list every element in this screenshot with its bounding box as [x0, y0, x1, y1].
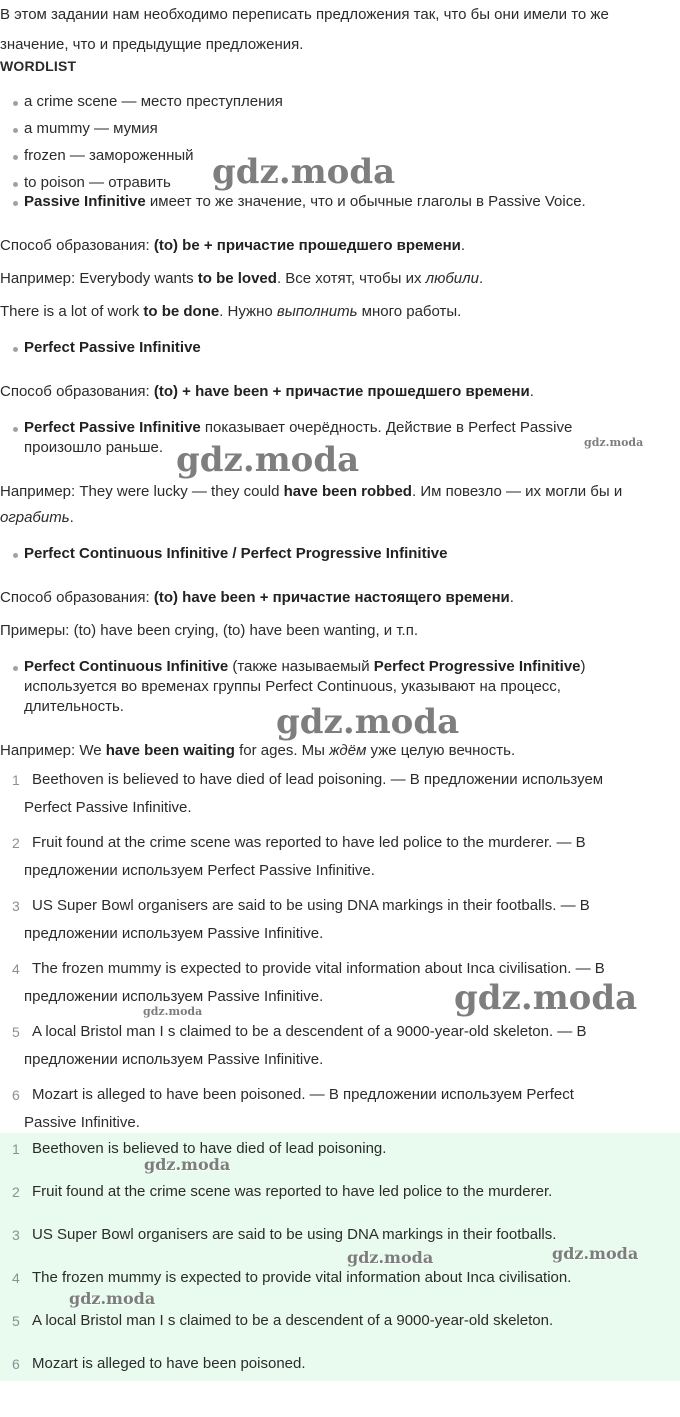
answer-item: 3 US Super Bowl organisers are said to be using DNA markings in their footballs. [12, 1226, 557, 1243]
watermark: gdz.moda [552, 1244, 639, 1263]
list-item: frozen — замороженный [0, 146, 680, 173]
answer-item: 2 Fruit found at the crime scene was reported to have led police to the murderer. [12, 1183, 553, 1200]
watermark: gdz.moda [69, 1289, 156, 1308]
list-item: a crime scene — место преступления [0, 92, 680, 119]
wordlist-title: WORDLIST [0, 58, 77, 74]
list-item: Perfect Passive Infinitive [0, 338, 680, 358]
list-item: Passive Infinitive имеет то же значение, что и обычные глаголы в Passive Voice. [0, 192, 680, 212]
intro-text: В этом задании нам необходимо переписать предложения так, что бы они имели то же значение, что и предыдущие предложения. [0, 6, 609, 53]
example-4: Например: We have been waiting for ages. Мы ждём уже целую вечность. [0, 742, 516, 759]
watermark: gdz.moda [276, 702, 460, 742]
example-2: There is a lot of work to be done. Нужно выполнить много работы. [0, 303, 462, 320]
watermark: gdz.moda [212, 152, 396, 192]
list-item: Perfect Continuous Infinitive (также называемый Perfect Progressive Infinitive) используется во временах группы Perfect Continuous, указывают на процесс, длительность. [0, 657, 680, 717]
formation-1: Способ образования: (to) be + причастие прошедшего времени. [0, 237, 466, 254]
answer-item: 6 Mozart is alleged to have been poisoned. [12, 1355, 306, 1372]
example-3: Например: They were lucky — they could have been robbed. Им повезло — их могли бы и ограбить. [0, 483, 623, 526]
perfect-continuous-heading [0, 544, 680, 564]
list-item: to poison — отравить [0, 173, 680, 192]
list-item: Perfect Passive Infinitive показывает очерёдность. Действие в Perfect Passive произошло раньше. [0, 418, 680, 458]
watermark: gdz.moda [144, 1155, 231, 1174]
answer-item: 1 Beethoven is believed to have died of lead poisoning. [12, 1140, 387, 1157]
answer-item: 5 A local Bristol man I s claimed to be a descendent of a 9000-year-old skeleton. [12, 1312, 554, 1329]
formation-3: Способ образования: (to) have been + причастие настоящего времени. [0, 589, 514, 606]
watermark: gdz.moda [176, 440, 360, 480]
example-1: Например: Everybody wants to be loved. Все хотят, чтобы их любили. [0, 270, 484, 287]
watermark: gdz.moda [454, 978, 638, 1018]
watermark: gdz.moda [584, 436, 644, 449]
answer-item: 4 The frozen mummy is expected to provide vital information about Inca civilisation. [12, 1269, 572, 1286]
watermark: gdz.moda [143, 1005, 203, 1018]
list-item: a mummy — мумия [0, 119, 680, 146]
perfect-passive-heading [0, 338, 680, 358]
formation-2: Способ образования: (to) + have been + причастие прошедшего времени. [0, 383, 534, 400]
watermark: gdz.moda [347, 1248, 434, 1267]
examples-line: Примеры: (to) have been crying, (to) have been wanting, и т.п. [0, 622, 419, 639]
list-item: Perfect Continuous Infinitive / Perfect Progressive Infinitive [0, 544, 680, 564]
